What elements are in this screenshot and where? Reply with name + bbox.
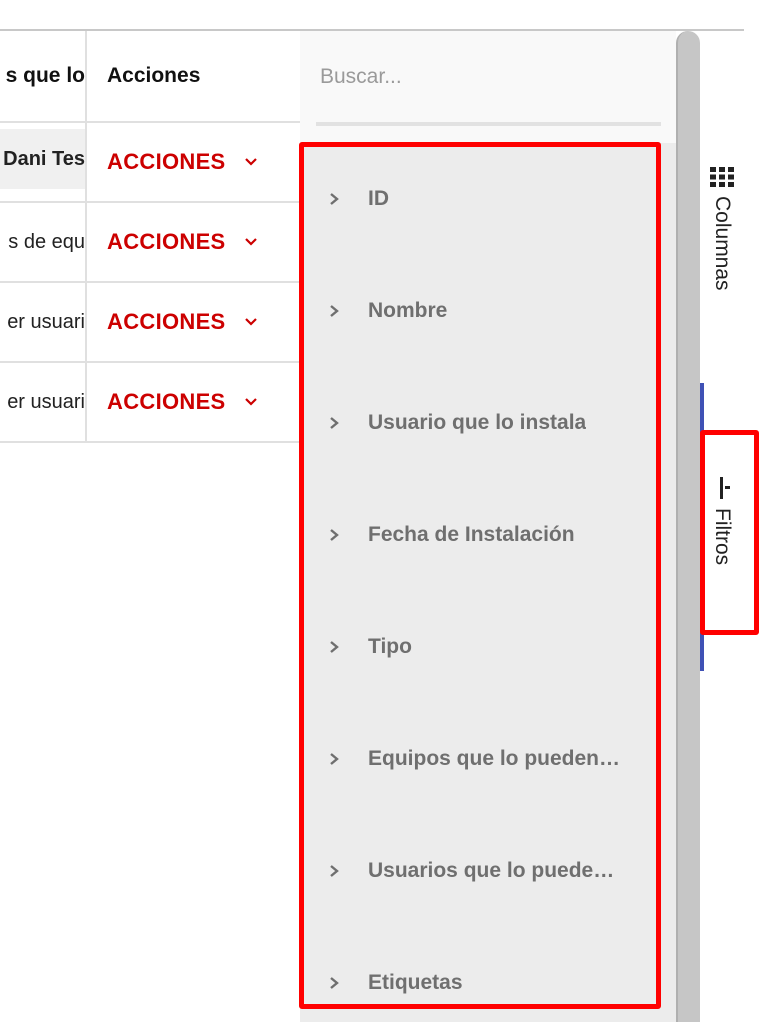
filter-item-label: Etiquetas (368, 971, 463, 994)
grid-header-row (0, 31, 300, 123)
column-header-actions[interactable] (85, 31, 300, 121)
active-tab-indicator (700, 383, 704, 671)
chevron-down-icon (244, 397, 258, 407)
cell-text: er usuari (7, 390, 85, 413)
filter-item-id[interactable] (300, 179, 660, 219)
filter-item-label: ID (368, 187, 389, 210)
filter-tool-panel (300, 31, 676, 1022)
chevron-right-icon (328, 863, 340, 879)
table-cell (0, 283, 85, 361)
actions-dropdown-button[interactable] (107, 389, 258, 415)
cell-text: er usuari (7, 310, 85, 333)
tab-columnas[interactable] (700, 166, 744, 291)
chevron-down-icon (244, 157, 258, 167)
table-row[interactable] (0, 123, 300, 203)
table-cell (0, 203, 85, 281)
filter-item-nombre[interactable] (300, 291, 660, 331)
filter-icon (709, 476, 735, 500)
chevron-right-icon (328, 975, 340, 991)
filter-item-tipo[interactable] (300, 627, 660, 667)
column-header-users[interactable] (0, 31, 85, 121)
tab-label: Filtros (711, 508, 734, 566)
grid-icon (709, 166, 735, 188)
filter-item-label: Fecha de Instalación (368, 523, 575, 546)
chevron-right-icon (328, 415, 340, 431)
table-row[interactable] (0, 363, 300, 443)
panel-scrollbar[interactable] (676, 31, 700, 1022)
filter-item-label: Equipos que lo pueden… (368, 747, 620, 770)
column-header-label: s que lo (5, 64, 85, 87)
actions-dropdown-button[interactable] (107, 229, 258, 255)
actions-label: ACCIONES (107, 389, 226, 414)
chevron-right-icon (328, 639, 340, 655)
filter-item-usuarios[interactable] (300, 851, 660, 891)
table-cell-actions (85, 123, 300, 201)
chevron-right-icon (328, 751, 340, 767)
actions-label: ACCIONES (107, 149, 226, 174)
table-cell-actions (85, 203, 300, 281)
actions-dropdown-button[interactable] (107, 149, 258, 175)
filter-item-label: Usuario que lo instala (368, 411, 587, 434)
actions-dropdown-button[interactable] (107, 309, 258, 335)
chevron-right-icon (328, 527, 340, 543)
filter-item-usuario-instala[interactable] (300, 403, 660, 443)
actions-label: ACCIONES (107, 309, 226, 334)
cell-text: s de equ (8, 230, 85, 253)
table-cell-actions (85, 363, 300, 441)
filter-item-label: Usuarios que lo puede… (368, 859, 615, 882)
chevron-down-icon (244, 237, 258, 247)
filter-item-equipos[interactable] (300, 739, 660, 779)
chevron-down-icon (244, 317, 258, 327)
table-cell (0, 129, 85, 189)
column-header-label: Acciones (107, 64, 201, 87)
search-underline (316, 122, 661, 126)
actions-label: ACCIONES (107, 229, 226, 254)
side-bar (700, 31, 744, 1022)
filter-item-label: Nombre (368, 299, 448, 322)
table-cell (0, 363, 85, 441)
table-row[interactable] (0, 283, 300, 363)
filter-item-etiquetas[interactable] (300, 963, 660, 1003)
filter-search-container (300, 31, 676, 143)
cell-text: Dani Tes (3, 147, 85, 170)
chevron-right-icon (328, 191, 340, 207)
tab-filtros[interactable] (700, 476, 744, 565)
filter-search-input[interactable] (320, 59, 650, 95)
table-row[interactable] (0, 203, 300, 283)
chevron-right-icon (328, 303, 340, 319)
filter-item-fecha-instalacion[interactable] (300, 515, 660, 555)
filter-item-label: Tipo (368, 635, 412, 658)
tab-label: Columnas (711, 196, 734, 291)
table-cell-actions (85, 283, 300, 361)
